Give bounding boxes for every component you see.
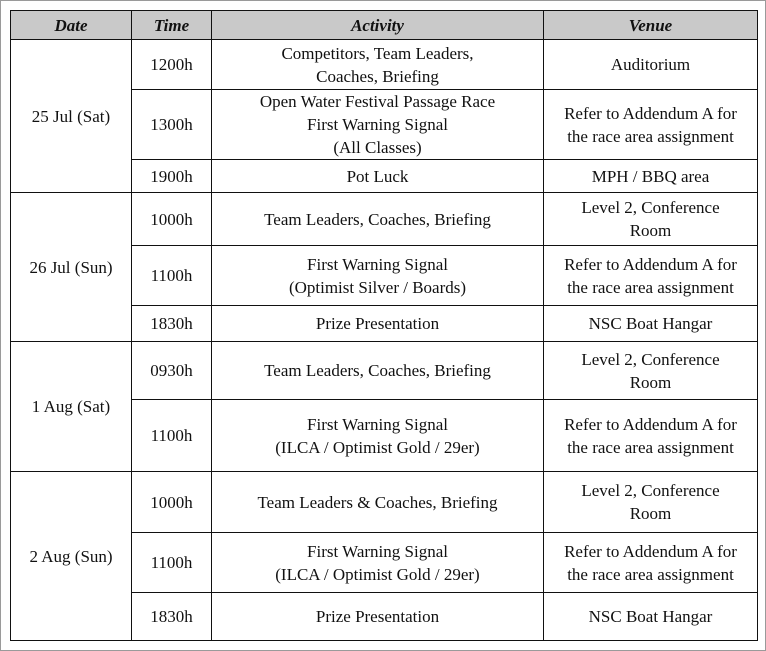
- activity-line: Team Leaders, Coaches, Briefing: [264, 361, 491, 380]
- activity-line: (ILCA / Optimist Gold / 29er): [275, 564, 480, 584]
- activity-cell: [212, 160, 544, 193]
- activity-line: Team Leaders & Coaches, Briefing: [257, 492, 498, 512]
- schedule-header: [11, 11, 758, 40]
- venue-cell: [544, 246, 758, 306]
- activity-line: Open Water Festival Passage Race: [259, 92, 496, 111]
- activity-line: Team Leaders, Coaches, Briefing: [264, 209, 491, 229]
- time-cell: 1830h: [132, 306, 212, 342]
- time-cell: 1100h: [132, 246, 212, 306]
- venue-line: Level 2, Conference: [581, 481, 720, 500]
- venue-cell: [544, 90, 758, 160]
- activity-line: (ILCA / Optimist Gold / 29er): [275, 437, 480, 457]
- time-cell: 1100h: [132, 400, 212, 472]
- venue-cell: [544, 193, 758, 246]
- venue-cell: [544, 306, 758, 342]
- time-cell: 1000h: [132, 472, 212, 533]
- schedule-row: [11, 40, 758, 90]
- venue-line: Level 2, Conference: [581, 349, 720, 369]
- venue-cell: [544, 533, 758, 593]
- activity-line: First Warning Signal: [307, 541, 448, 561]
- header-activity: Activity: [212, 11, 544, 40]
- venue-cell: [544, 160, 758, 193]
- activity-line: Prize Presentation: [315, 314, 440, 333]
- activity-line: Coaches, Briefing: [316, 66, 439, 86]
- venue-line: NSC Boat Hangar: [588, 314, 713, 333]
- venue-line: NSC Boat Hangar: [588, 607, 713, 626]
- activity-line: (Optimist Silver / Boards): [288, 277, 467, 297]
- venue-line: Refer to Addendum A for: [564, 103, 737, 123]
- time-cell: 1900h: [132, 160, 212, 193]
- schedule-row: [11, 193, 758, 246]
- date-cell: 25 Jul (Sat): [11, 40, 132, 193]
- venue-line: the race area assignment: [567, 126, 734, 146]
- header-date: Date: [11, 11, 132, 40]
- time-cell: 1000h: [132, 193, 212, 246]
- activity-cell: [212, 593, 544, 641]
- venue-line: Room: [629, 221, 672, 240]
- venue-cell: [544, 342, 758, 400]
- venue-line: Refer to Addendum A for: [564, 541, 737, 561]
- venue-line: Refer to Addendum A for: [564, 254, 737, 274]
- time-cell: 1300h: [132, 90, 212, 160]
- activity-line: First Warning Signal: [307, 254, 448, 274]
- activity-cell: [212, 533, 544, 593]
- activity-cell: [212, 193, 544, 246]
- time-cell: 0930h: [132, 342, 212, 400]
- venue-line: MPH / BBQ area: [591, 166, 710, 186]
- schedule-row: [11, 472, 758, 533]
- venue-line: Refer to Addendum A for: [564, 414, 737, 434]
- header-time: Time: [132, 11, 212, 40]
- venue-line: Room: [629, 372, 672, 392]
- venue-line: the race area assignment: [567, 564, 734, 584]
- header-row: [11, 11, 758, 40]
- activity-cell: [212, 246, 544, 306]
- venue-cell: [544, 40, 758, 90]
- schedule-body: [11, 40, 758, 641]
- venue-line: Auditorium: [610, 55, 691, 74]
- time-cell: 1100h: [132, 533, 212, 593]
- activity-cell: [212, 342, 544, 400]
- date-cell: 1 Aug (Sat): [11, 342, 132, 472]
- time-cell: 1200h: [132, 40, 212, 90]
- venue-line: the race area assignment: [567, 277, 734, 297]
- activity-line: (All Classes): [333, 138, 422, 157]
- schedule-row: [11, 342, 758, 400]
- activity-cell: [212, 40, 544, 90]
- header-venue: Venue: [544, 11, 758, 40]
- date-cell: 2 Aug (Sun): [11, 472, 132, 641]
- venue-cell: [544, 472, 758, 533]
- activity-cell: [212, 400, 544, 472]
- activity-cell: [212, 90, 544, 160]
- venue-cell: [544, 400, 758, 472]
- venue-line: the race area assignment: [567, 437, 734, 457]
- venue-line: Room: [629, 504, 672, 523]
- schedule-table: [10, 10, 758, 641]
- activity-cell: [212, 306, 544, 342]
- activity-line: First Warning Signal: [307, 115, 448, 134]
- activity-line: First Warning Signal: [307, 414, 448, 434]
- activity-line: Pot Luck: [346, 166, 409, 186]
- venue-cell: [544, 593, 758, 641]
- activity-line: Prize Presentation: [315, 607, 440, 626]
- time-cell: 1830h: [132, 593, 212, 641]
- activity-cell: [212, 472, 544, 533]
- venue-line: Level 2, Conference: [581, 198, 720, 217]
- activity-line: Competitors, Team Leaders,: [281, 43, 474, 63]
- date-cell: 26 Jul (Sun): [11, 193, 132, 342]
